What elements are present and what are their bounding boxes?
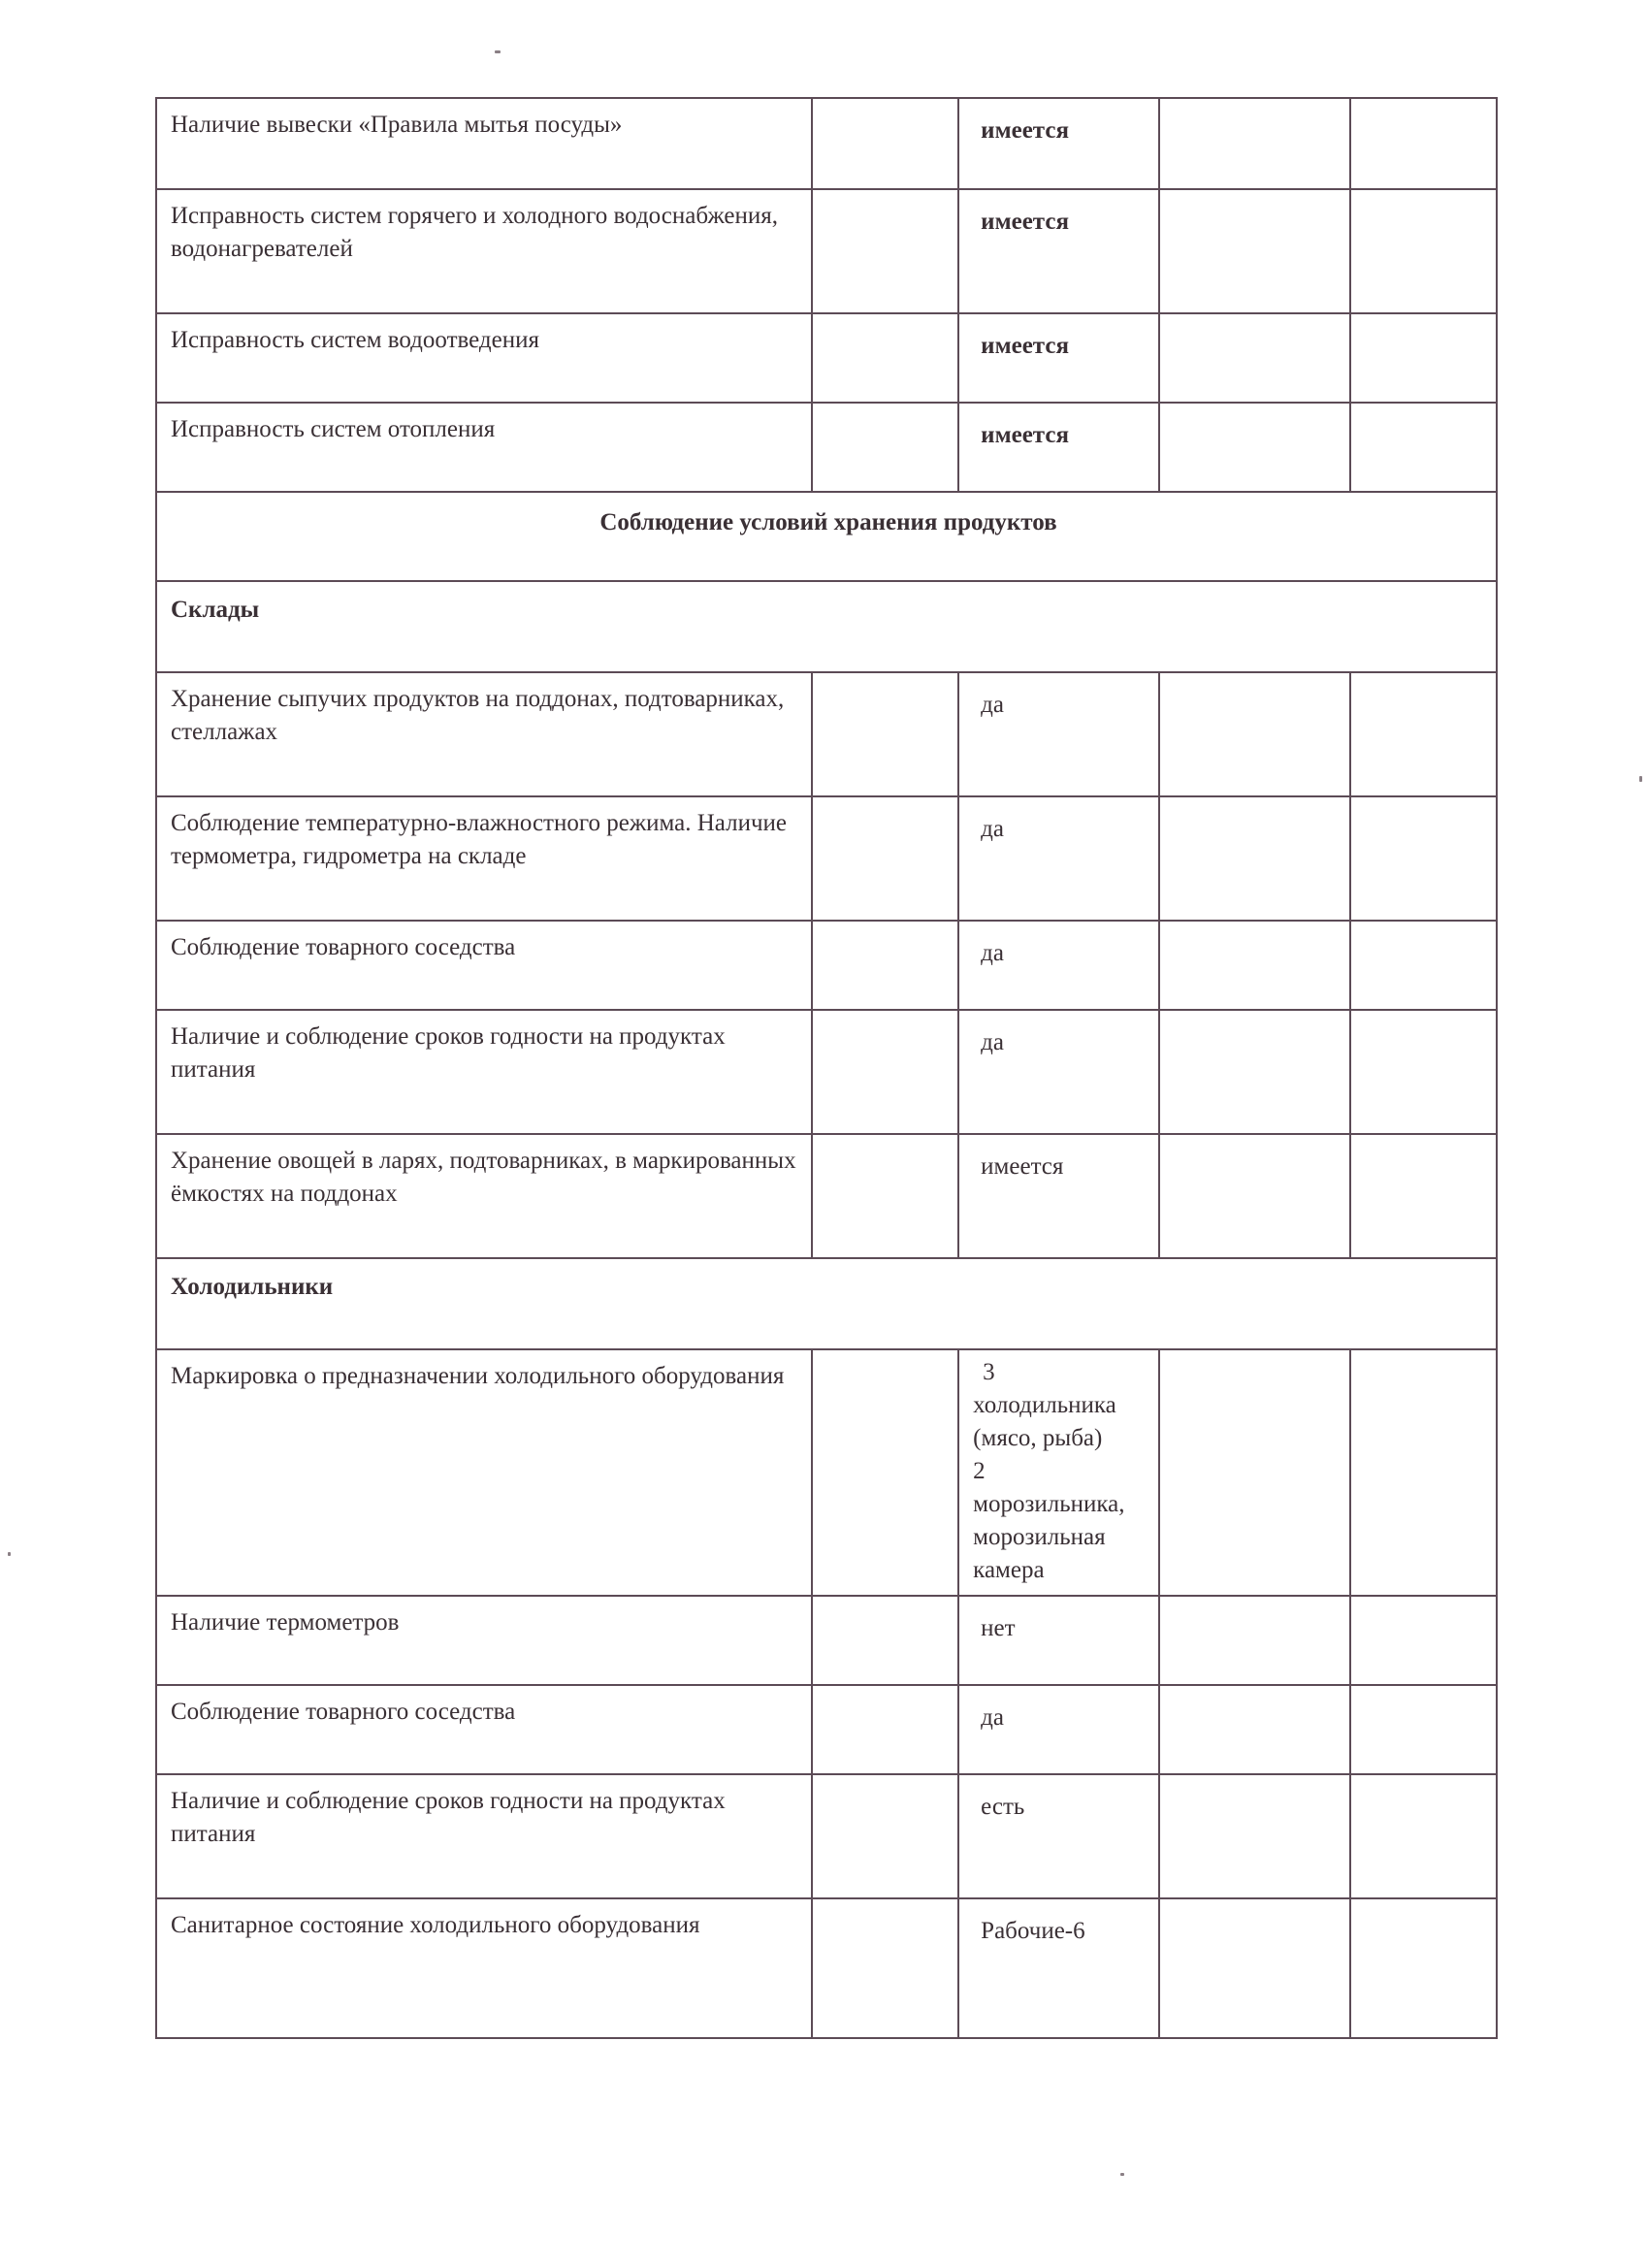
- table-row: [156, 403, 1497, 492]
- criterion-cell: Исправность систем отопления: [156, 403, 812, 492]
- empty-cell: [1350, 1685, 1497, 1774]
- criterion-cell: Соблюдение товарного соседства: [156, 1685, 812, 1774]
- empty-cell: [1350, 313, 1497, 403]
- empty-cell: [1159, 1349, 1350, 1596]
- table-row: [156, 1134, 1497, 1258]
- table-row: [156, 1898, 1497, 2038]
- empty-cell: [1159, 1010, 1350, 1134]
- empty-cell: [1350, 1010, 1497, 1134]
- empty-cell: [1350, 98, 1497, 189]
- table-row: [156, 796, 1497, 921]
- empty-cell: [1159, 672, 1350, 796]
- subsection-row: [156, 1258, 1497, 1349]
- scan-speck: [8, 1552, 11, 1556]
- empty-cell: [1159, 313, 1350, 403]
- empty-cell: [1159, 921, 1350, 1010]
- value-cell: да: [958, 921, 1159, 1010]
- empty-cell: [1159, 1774, 1350, 1898]
- subsection-title-refrigerators: Холодильники: [156, 1258, 1497, 1349]
- value-cell: да: [958, 796, 1159, 921]
- empty-cell: [1350, 1134, 1497, 1258]
- value-line: морозильника,: [973, 1491, 1125, 1517]
- criterion-cell: Наличие и соблюдение сроков годности на продуктах питания: [156, 1010, 812, 1134]
- table-row: [156, 189, 1497, 313]
- empty-cell: [1159, 1134, 1350, 1258]
- table-row: [156, 1596, 1497, 1685]
- criterion-cell: Санитарное состояние холодильного оборудования: [156, 1898, 812, 2038]
- value-line: 3: [983, 1359, 995, 1385]
- empty-cell: [1159, 189, 1350, 313]
- table-row: [156, 1349, 1497, 1596]
- table-row: [156, 921, 1497, 1010]
- empty-cell: [1350, 189, 1497, 313]
- empty-cell: [812, 313, 958, 403]
- empty-cell: [1350, 1898, 1497, 2038]
- inspection-table: [155, 97, 1498, 2039]
- empty-cell: [1159, 98, 1350, 189]
- criterion-cell: Наличие и соблюдение сроков годности на продуктах питания: [156, 1774, 812, 1898]
- table-row: [156, 1010, 1497, 1134]
- subsection-title-warehouses: Склады: [156, 581, 1497, 672]
- value-line: морозильная: [973, 1524, 1106, 1550]
- empty-cell: [1350, 1349, 1497, 1596]
- value-line: камера: [973, 1557, 1045, 1583]
- table-row: [156, 313, 1497, 403]
- empty-cell: [1159, 796, 1350, 921]
- value-cell: имеется: [958, 403, 1159, 492]
- criterion-cell: Хранение овощей в ларях, подтоварниках, в маркированных ёмкостях на поддонах: [156, 1134, 812, 1258]
- value-cell: да: [958, 672, 1159, 796]
- empty-cell: [812, 672, 958, 796]
- empty-cell: [812, 796, 958, 921]
- empty-cell: [812, 1596, 958, 1685]
- table-row: [156, 672, 1497, 796]
- empty-cell: [812, 1349, 958, 1596]
- empty-cell: [812, 1774, 958, 1898]
- criterion-cell: Соблюдение температурно-влажностного режима. Наличие термометра, гидрометра на складе: [156, 796, 812, 921]
- value-cell: есть: [958, 1774, 1159, 1898]
- table-row: [156, 1685, 1497, 1774]
- table-row: [156, 1774, 1497, 1898]
- empty-cell: [812, 1134, 958, 1258]
- scan-speck: [1120, 2173, 1124, 2176]
- scan-speck: [1639, 776, 1642, 782]
- empty-cell: [812, 921, 958, 1010]
- empty-cell: [1159, 1596, 1350, 1685]
- criterion-cell: Наличие термометров: [156, 1596, 812, 1685]
- section-row: [156, 492, 1497, 581]
- empty-cell: [812, 98, 958, 189]
- empty-cell: [1159, 1898, 1350, 2038]
- criterion-cell: Исправность систем водоотведения: [156, 313, 812, 403]
- criterion-cell: Маркировка о предназначении холодильного оборудования: [156, 1349, 812, 1596]
- value-cell: имеется: [958, 98, 1159, 189]
- empty-cell: [1350, 403, 1497, 492]
- empty-cell: [1350, 921, 1497, 1010]
- value-cell: да: [958, 1010, 1159, 1134]
- empty-cell: [1159, 403, 1350, 492]
- value-cell: [958, 1349, 1159, 1596]
- empty-cell: [1350, 796, 1497, 921]
- criterion-cell: Соблюдение товарного соседства: [156, 921, 812, 1010]
- value-cell: да: [958, 1685, 1159, 1774]
- table-row: [156, 98, 1497, 189]
- empty-cell: [1350, 672, 1497, 796]
- value-cell: имеется: [958, 1134, 1159, 1258]
- section-title: Соблюдение условий хранения продуктов: [156, 492, 1497, 581]
- empty-cell: [1350, 1596, 1497, 1685]
- empty-cell: [1350, 1774, 1497, 1898]
- empty-cell: [812, 189, 958, 313]
- empty-cell: [1159, 1685, 1350, 1774]
- value-line: (мясо, рыба): [973, 1425, 1103, 1451]
- subsection-row: [156, 581, 1497, 672]
- value-cell: Рабочие-6: [958, 1898, 1159, 2038]
- empty-cell: [812, 1898, 958, 2038]
- value-cell: имеется: [958, 313, 1159, 403]
- value-line: 2: [973, 1458, 986, 1484]
- value-cell: имеется: [958, 189, 1159, 313]
- empty-cell: [812, 1685, 958, 1774]
- criterion-cell: Наличие вывески «Правила мытья посуды»: [156, 98, 812, 189]
- value-line: холодильника: [973, 1392, 1116, 1418]
- criterion-cell: Исправность систем горячего и холодного водоснабжения, водонагревателей: [156, 189, 812, 313]
- criterion-cell: Хранение сыпучих продуктов на поддонах, подтоварниках, стеллажах: [156, 672, 812, 796]
- empty-cell: [812, 1010, 958, 1134]
- empty-cell: [812, 403, 958, 492]
- scan-speck: [495, 50, 501, 53]
- value-cell: нет: [958, 1596, 1159, 1685]
